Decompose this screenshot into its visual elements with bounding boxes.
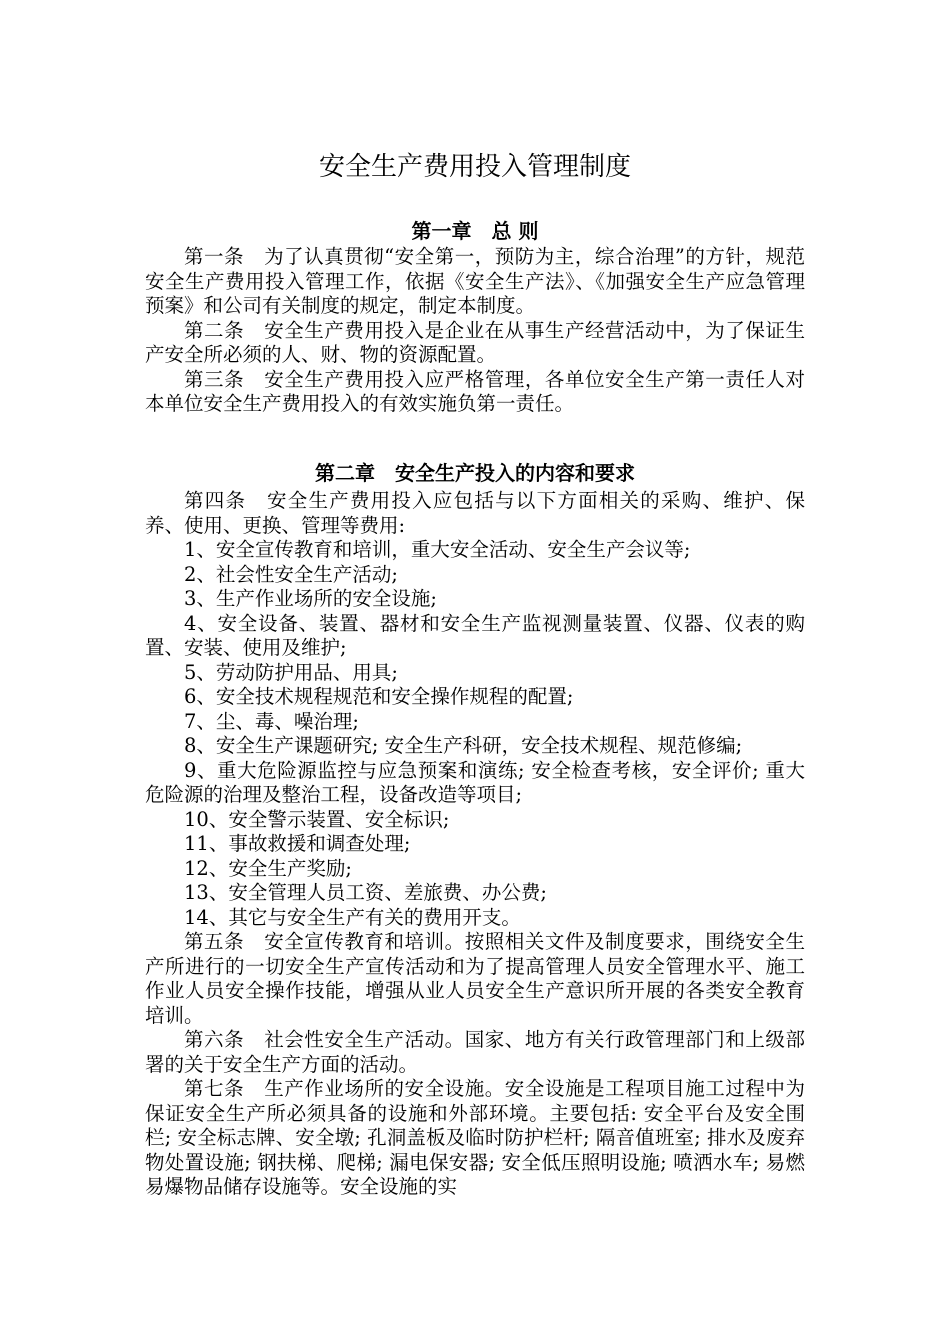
- list-item-11: 11、事故救援和调查处理;: [184, 832, 411, 855]
- chapter-2-body: [145, 489, 805, 1200]
- list-item-10: 10、安全警示装置、安全标识;: [184, 807, 450, 831]
- list-item-6: 6、安全技术规程规范和安全操作规程的配置;: [184, 685, 574, 708]
- chapter-1-body: [145, 245, 805, 417]
- article-1: 第一条 为了认真贯彻“安全第一，预防为主，综合治理”的方针，规范安全生产费用投入管理工作，依据《安全生产法》、《加强安全生产应急管理预案》和公司有关制度的规定，制定本制度。: [145, 245, 805, 317]
- list-item-3: 3、生产作业场所的安全设施;: [184, 587, 437, 610]
- list-item-7: 7、尘、毒、噪治理;: [184, 709, 359, 733]
- list-item-8: 8、安全生产课题研究; 安全生产科研，安全技术规程、规范修编;: [184, 734, 743, 757]
- list-item-4: 4、安全设备、装置、器材和安全生产监视测量装置、仪器、仪表的购置、安装、使用及维护;: [145, 611, 805, 659]
- article-6: 第六条 社会性安全生产活动。国家、地方有关行政管理部门和上级部署的关于安全生产方面的活动。: [145, 1028, 805, 1076]
- list-item-14: 14、其它与安全生产有关的费用开支。: [184, 905, 521, 929]
- chapter-2-heading: 第二章 安全生产投入的内容和要求: [315, 460, 635, 485]
- article-7: 第七条 生产作业场所的安全设施。安全设施是工程项目施工过程中为保证安全生产所必须具备的设施和外部环境。主要包括: 安全平台及安全围栏; 安全标志牌、安全墩; 孔洞盖板及临时防护栏杆; 隔音值班室; 排水及废弃物处置设施; 钢扶梯、爬梯; 漏电保安器; 安全低压照明设施; 喷洒水车; 易燃易爆物品储存设施等。安全设施的实: [145, 1077, 805, 1198]
- list-item-13: 13、安全管理人员工资、差旅费、办公费;: [184, 881, 547, 904]
- article-3: 第三条 安全生产费用投入应严格管理，各单位安全生产第一责任人对本单位安全生产费用投入的有效实施负第一责任。: [145, 367, 805, 415]
- list-item-9: 9、重大危险源监控与应急预案和演练; 安全检查考核，安全评价; 重大危险源的治理及整治工程，设备改造等项目;: [145, 758, 805, 806]
- list-item-1: 1、安全宣传教育和培训，重大安全活动、安全生产会议等;: [184, 538, 691, 561]
- article-5: 第五条 安全宣传教育和培训。按照相关文件及制度要求，围绕安全生产所进行的一切安全生产宣传活动和为了提高管理人员安全管理水平、施工作业人员安全操作技能，增强从业人员安全生产意识所开展的各类安全教育培训。: [145, 930, 805, 1027]
- document-title: 安全生产费用投入管理制度: [318, 152, 631, 183]
- article-2: 第二条 安全生产费用投入是企业在从事生产经营活动中，为了保证生产安全所必须的人、财、物的资源配置。: [145, 318, 805, 366]
- list-item-12: 12、安全生产奖励;: [184, 856, 352, 880]
- chapter-1-heading: 第一章 总 则: [411, 218, 539, 243]
- article-4: 第四条 安全生产费用投入应包括与以下方面相关的采购、维护、保养、使用、更换、管理等费用:: [145, 489, 805, 537]
- list-item-2: 2、社会性安全生产活动;: [184, 562, 398, 586]
- list-item-5: 5、劳动防护用品、用具;: [184, 660, 398, 684]
